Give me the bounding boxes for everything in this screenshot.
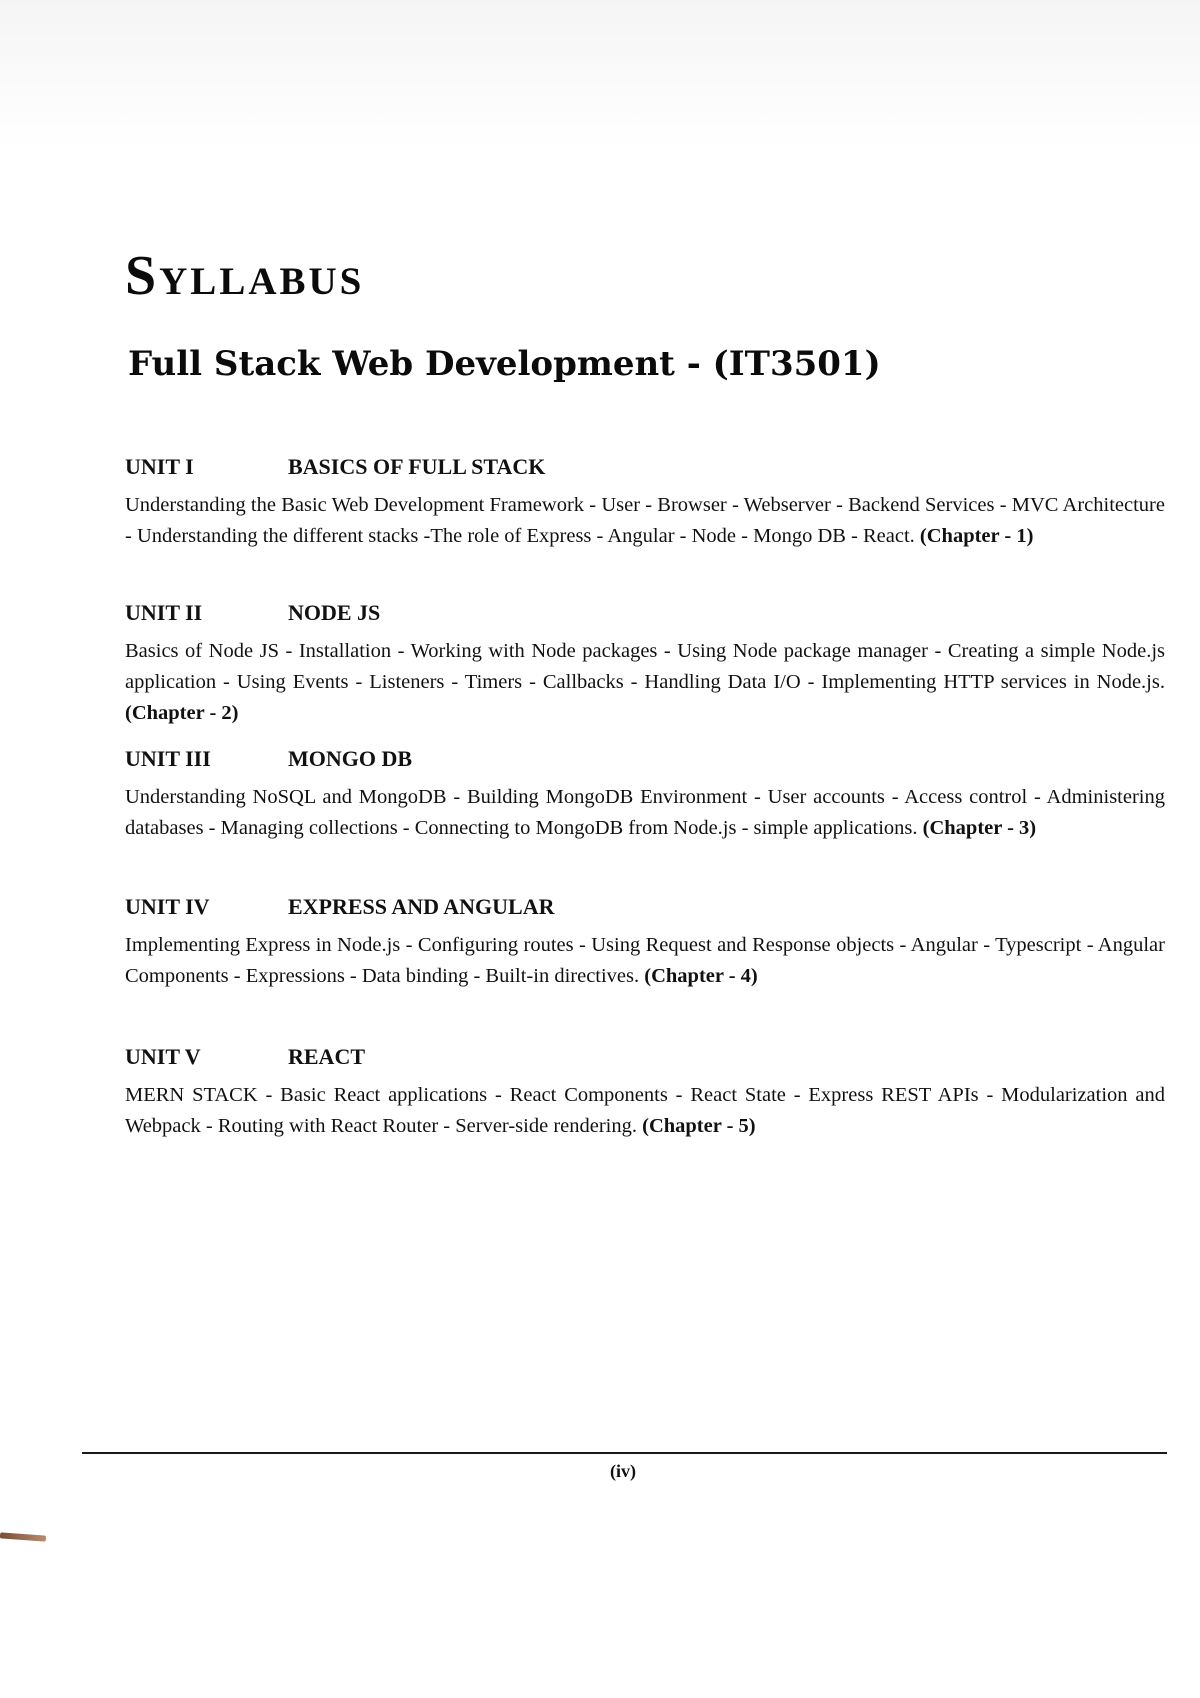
unit-description	[125, 1080, 1165, 1142]
unit-description	[125, 930, 1165, 992]
unit-topics: Basics of Node JS - Installation - Working with Node packages - Using Node package manager - Creating a simple Node.js application - Using Events - Listeners - Timers - Callbacks - Handling Data I/O - Implementing HTTP services in Node.js.	[125, 640, 1165, 694]
unit-topics: Understanding NoSQL and MongoDB - Building MongoDB Environment - User accounts - Access control - Administering databases - Managing collections - Connecting to MongoDB from Node.js - simple applications.	[125, 786, 1165, 840]
unit-heading	[125, 1044, 1165, 1070]
unit-section-5	[125, 1044, 1165, 1142]
unit-topics: Implementing Express in Node.js - Configuring routes - Using Request and Response objects - Angular - Typescript - Angular Components - Expressions - Data binding - Built-in directives.	[125, 934, 1165, 988]
unit-description	[125, 782, 1165, 844]
chapter-reference: (Chapter - 4)	[644, 965, 758, 988]
page-title: Syllabus	[125, 245, 365, 307]
unit-title: NODE JS	[288, 600, 381, 625]
unit-title: REACT	[288, 1044, 366, 1069]
unit-heading	[125, 746, 1165, 772]
unit-title: BASICS OF FULL STACK	[288, 454, 546, 479]
course-title: Full Stack Web Development - (IT3501)	[128, 344, 881, 384]
unit-section-3	[125, 746, 1165, 844]
scan-edge-mark	[0, 1532, 46, 1541]
unit-heading	[125, 600, 1165, 626]
page-number: (iv)	[610, 1461, 636, 1481]
unit-section-1	[125, 454, 1165, 552]
scan-shadow	[0, 0, 1200, 150]
unit-heading	[125, 454, 1165, 480]
unit-label: UNIT III	[125, 746, 211, 771]
chapter-reference: (Chapter - 2)	[125, 702, 239, 725]
unit-title: EXPRESS AND ANGULAR	[288, 894, 555, 919]
unit-section-2	[125, 600, 1165, 729]
unit-title: MONGO DB	[288, 746, 413, 771]
unit-topics: Understanding the Basic Web Development Framework - User - Browser - Webserver - Backend Services - MVC Architecture - Understanding the different stacks -The role of Express - Angular - Node - Mongo DB - React.	[125, 494, 1165, 548]
unit-heading	[125, 894, 1165, 920]
unit-label: UNIT IV	[125, 894, 210, 919]
chapter-reference: (Chapter - 3)	[922, 817, 1037, 840]
footer-divider	[82, 1452, 1167, 1454]
unit-label: UNIT I	[125, 454, 194, 479]
unit-label: UNIT II	[125, 600, 203, 625]
chapter-reference: (Chapter - 1)	[919, 525, 1034, 548]
unit-topics: MERN STACK - Basic React applications - React Components - React State - Express REST APIs - Modularization and Webpack - Routing with React Router - Server-side rendering.	[125, 1084, 1165, 1138]
unit-label: UNIT V	[125, 1044, 201, 1069]
unit-description	[125, 636, 1165, 729]
unit-section-4	[125, 894, 1165, 992]
chapter-reference: (Chapter - 5)	[642, 1115, 756, 1138]
unit-description	[125, 490, 1165, 552]
